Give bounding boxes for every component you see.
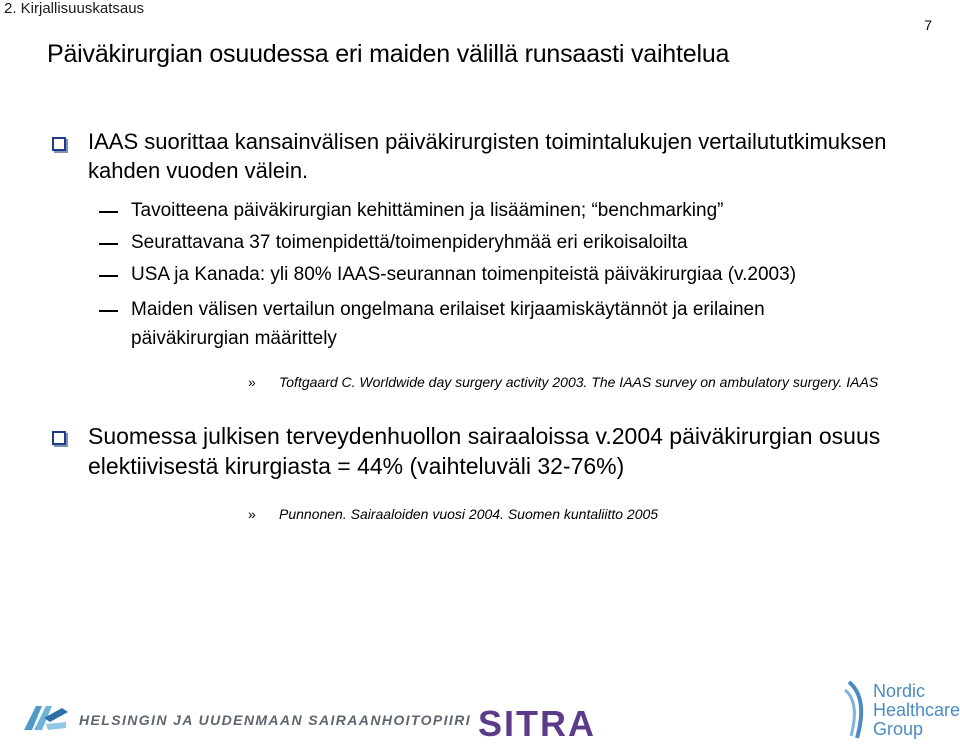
subitem-1: Tavoitteena päiväkirurgian kehittäminen ja lisääminen; “benchmarking” bbox=[131, 200, 724, 221]
subitem-2: Seurattavana 37 toimenpidettä/toimenpideryhmää eri erikoisaloilta bbox=[131, 232, 688, 253]
subitem-4: Maiden välisen vertailun ongelmana erilaiset kirjaamiskäytännöt ja erilainen bbox=[131, 299, 765, 320]
nordic-logo-line: Healthcare bbox=[873, 700, 960, 720]
reference-marker: » bbox=[248, 374, 256, 390]
square-bullet-icon bbox=[52, 137, 66, 151]
bullet2-line1: Suomessa julkisen terveydenhuollon sairaaloissa v.2004 päiväkirurgian osuus bbox=[88, 423, 881, 449]
bullet1-line1: IAAS suorittaa kansainvälisen päiväkirurgisten toimintalukujen vertailututkimuksen bbox=[88, 129, 887, 154]
square-bullet-icon bbox=[52, 431, 66, 445]
dash-bullet-icon bbox=[99, 243, 118, 245]
subitem-4-line2: päiväkirurgian määrittely bbox=[131, 328, 337, 349]
reference-marker: » bbox=[248, 506, 256, 522]
hus-logo-text: HELSINGIN JA UUDENMAAN SAIRAANHOITOPIIRI bbox=[79, 712, 472, 728]
dash-bullet-icon bbox=[99, 275, 118, 277]
nordic-healthcare-logo-text bbox=[873, 682, 960, 739]
hus-logo-icon bbox=[22, 700, 72, 736]
page-number: 7 bbox=[924, 17, 932, 33]
bullet1-line2: kahden vuoden välein. bbox=[88, 158, 309, 183]
dash-bullet-icon bbox=[99, 211, 118, 213]
section-label: 2. Kirjallisuuskatsaus bbox=[4, 0, 145, 17]
reference-1: Toftgaard C. Worldwide day surgery activity 2003. The IAAS survey on ambulatory surgery. IAAS bbox=[279, 374, 879, 390]
nordic-logo-line: Nordic bbox=[873, 681, 926, 701]
subitem-3: USA ja Kanada: yli 80% IAAS-seurannan toimenpiteistä päiväkirurgiaa (v.2003) bbox=[131, 264, 797, 285]
dash-bullet-icon bbox=[99, 310, 118, 312]
bullet2-line2: elektiivisestä kirurgiasta = 44% (vaihteluväli 32-76%) bbox=[88, 453, 625, 479]
reference-2: Punnonen. Sairaaloiden vuosi 2004. Suomen kuntaliitto 2005 bbox=[279, 506, 659, 522]
sitra-logo: SITRA bbox=[478, 703, 596, 744]
nordic-logo-line: Group bbox=[873, 719, 924, 739]
nordic-healthcare-logo-icon bbox=[843, 680, 871, 740]
slide-title: Päiväkirurgian osuudessa eri maiden välillä runsaasti vaihtelua bbox=[47, 40, 730, 68]
